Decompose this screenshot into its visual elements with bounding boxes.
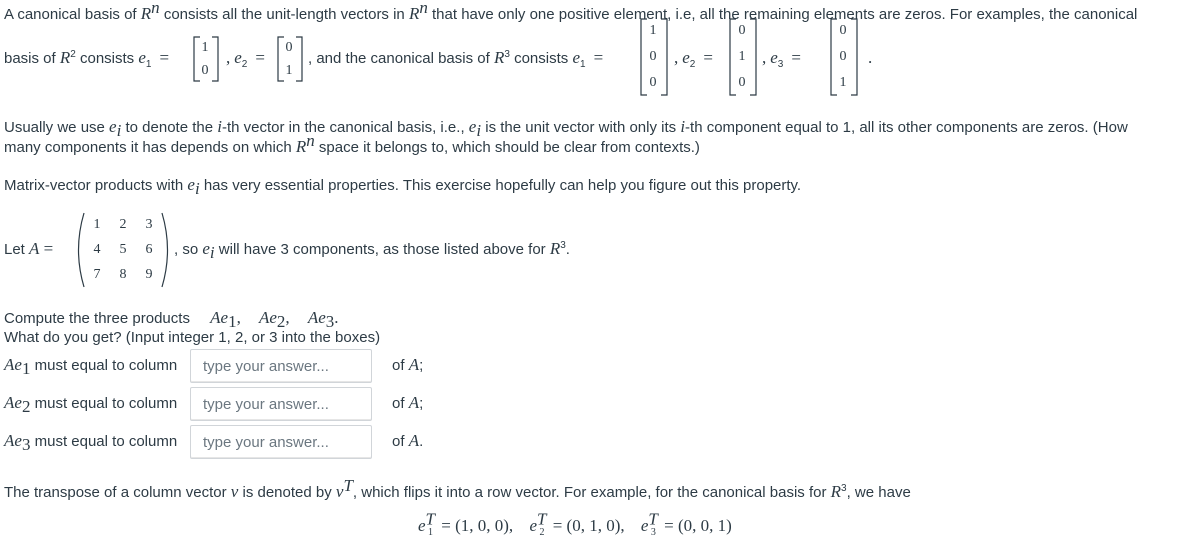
math-sub: 1	[580, 59, 586, 70]
math-R: R	[549, 239, 561, 258]
vector-entry: 1	[285, 62, 293, 78]
usage-text-c: -th vector in the canonical basis, i.e.,	[221, 119, 469, 136]
math-sub: 3	[21, 435, 31, 454]
math-T: T	[425, 509, 436, 529]
vector-entry: 0	[839, 49, 847, 64]
answer-row-3-label	[4, 431, 178, 454]
consists-text: consists	[509, 50, 573, 67]
math-Ae: Ae	[307, 308, 326, 327]
math-n: n	[306, 131, 315, 150]
answer-row-1-tail	[392, 355, 423, 375]
usage-text-g: space it belongs to, which should be clear from contexts.)	[314, 139, 700, 156]
math-e: e	[572, 48, 580, 67]
math-sub: 2	[21, 397, 31, 416]
math-A: A	[408, 355, 420, 374]
answer-row-1-label	[4, 355, 178, 378]
math-n: n	[151, 0, 160, 17]
math-e: e	[682, 48, 690, 67]
math-sub: 2	[241, 59, 248, 70]
intro-text-a: A canonical basis of	[4, 6, 141, 23]
math-e: e	[770, 48, 778, 67]
of-text: of	[392, 433, 409, 450]
math-sub: 1	[145, 59, 152, 70]
math-e: e	[138, 48, 146, 67]
math-eq: =	[159, 48, 170, 67]
usage-line-1	[4, 117, 1128, 140]
punct: ;	[419, 357, 424, 374]
intro-text-b: consists all the unit-length vectors in	[159, 6, 409, 23]
math-eq: =	[255, 48, 265, 67]
let-text: Let	[4, 241, 30, 258]
transpose-e2-value: = (0, 1, 0),	[552, 516, 625, 535]
answer-input-1[interactable]	[190, 349, 372, 383]
compute-text: Compute the three products	[4, 310, 190, 327]
matrix-cell: 9	[145, 267, 153, 283]
math-Ae: Ae	[4, 355, 22, 374]
intro-line-1	[4, 0, 1138, 24]
math-e: e	[418, 516, 426, 535]
math-T: T	[343, 476, 353, 495]
math-3: 3	[841, 483, 847, 494]
transpose-text-c: , which flips it into a row vector. For example, for the canonical basis for	[352, 484, 831, 501]
vector-entry: 0	[738, 23, 746, 38]
math-Ae: Ae	[4, 393, 22, 412]
math-A: A	[408, 431, 420, 450]
matrix-cell: 4	[93, 241, 101, 257]
math-Ae: Ae	[4, 431, 22, 450]
bracket-right	[294, 36, 304, 82]
math-sub: 2	[276, 312, 286, 331]
transpose-examples	[418, 509, 732, 539]
matrix-cell: 2	[119, 216, 127, 232]
math-sub: 1	[428, 527, 434, 539]
matrix-cell: 1	[93, 216, 101, 232]
answer-input-2[interactable]	[190, 387, 372, 421]
math-e: e	[468, 117, 477, 136]
matrix-cell: 6	[145, 241, 153, 257]
basis-r3-text	[308, 48, 603, 68]
math-eq: =	[39, 239, 54, 258]
math-i: i	[116, 121, 122, 140]
components-text: will have 3 components, as those listed above for	[214, 241, 550, 258]
vector-entry: 1	[649, 23, 657, 38]
transpose-text-b: is denoted by	[238, 484, 336, 501]
basis-r2-text	[4, 48, 169, 68]
math-3: 3	[504, 49, 510, 60]
matrix-cell: 7	[93, 267, 101, 283]
math-sub: 3	[325, 312, 335, 331]
must-equal-text: must equal to column	[30, 395, 178, 412]
basis-of-text: basis of	[4, 50, 60, 67]
answer-row-3-tail	[392, 431, 423, 451]
matrix-cell: 3	[145, 216, 153, 232]
transpose-e1-value: = (1, 0, 0),	[441, 516, 514, 535]
vector-entry: 0	[839, 23, 847, 38]
math-eq: =	[791, 48, 801, 67]
bracket-right	[748, 18, 758, 96]
usage-text-b: to denote the	[121, 119, 218, 136]
math-e: e	[529, 516, 537, 535]
comma: ,	[762, 48, 767, 67]
math-T: T	[648, 509, 658, 529]
usage-text-e: -th component equal to 1, all its other components are zeros. (How	[685, 119, 1128, 136]
so-text: , so	[174, 241, 203, 258]
period: .	[868, 48, 873, 67]
math-R: R	[493, 48, 505, 67]
math-i: i	[680, 117, 686, 136]
vector-entry: 0	[201, 62, 209, 78]
math-R: R	[830, 482, 842, 501]
of-text: of	[392, 357, 409, 374]
usage-text-f: many components it has depends on which	[4, 139, 296, 156]
math-R: R	[295, 137, 307, 156]
math-i: i	[476, 121, 482, 140]
math-R: R	[408, 4, 420, 23]
let-a-label	[4, 239, 53, 259]
intro-text-c: that have only one positive element, i.e, all the remaining elements are zeros. For examples, the canonical	[427, 6, 1138, 23]
transpose-text-a: The transpose of a column vector	[4, 484, 231, 501]
math-A: A	[29, 239, 40, 258]
math-A: A	[408, 393, 420, 412]
matrix-after-text	[174, 239, 570, 262]
answer-input-3[interactable]	[190, 425, 372, 459]
math-R: R	[140, 4, 152, 23]
usage-text-a: Usually we use	[4, 119, 110, 136]
answer-row-2-label	[4, 393, 178, 416]
punct: ;	[419, 395, 424, 412]
math-i: i	[217, 117, 222, 136]
transpose-line	[4, 476, 911, 502]
must-equal-text: must equal to column	[30, 357, 178, 374]
matrix-cell: 8	[119, 267, 127, 283]
math-2: 2	[70, 49, 76, 60]
math-Ae: Ae	[258, 308, 277, 327]
usage-text-d: is the unit vector with only its	[481, 119, 681, 136]
r2-e2-label	[226, 48, 265, 68]
math-e: e	[109, 117, 117, 136]
math-sub: 2	[539, 527, 545, 539]
matrix-a-grid	[84, 212, 162, 288]
vector-entry: 0	[649, 75, 657, 90]
vector-entry: 0	[738, 75, 746, 90]
punct: .	[419, 433, 424, 450]
of-text: of	[392, 395, 409, 412]
math-R: R	[59, 48, 71, 67]
transpose-text-d: , we have	[846, 484, 911, 501]
compute-line: Compute the three products $Ae_1$, $Ae_2$, $Ae_3$.	[4, 308, 339, 331]
matrix-cell: 5	[119, 241, 127, 257]
math-e: e	[234, 48, 242, 67]
math-sub: 1	[21, 359, 31, 378]
math-e: e	[202, 239, 210, 258]
math-Ae: Ae	[210, 308, 229, 327]
math-sub: 3	[650, 527, 656, 539]
math-sub: 2	[689, 59, 696, 70]
comma: ,	[674, 48, 679, 67]
math-n: n	[419, 0, 428, 17]
vector-entry: 0	[285, 39, 293, 55]
transpose-e3-value: = (0, 0, 1)	[664, 516, 732, 535]
math-v: v	[230, 482, 239, 501]
bracket-right	[849, 18, 859, 96]
period: .	[565, 241, 570, 258]
vector-entry: 1	[738, 49, 746, 64]
paren-right	[160, 212, 174, 288]
math-e: e	[187, 175, 195, 194]
vector-entry: 1	[201, 39, 209, 55]
bracket-right	[210, 36, 220, 82]
math-i: i	[194, 179, 200, 198]
vector-entry: 0	[649, 49, 657, 64]
vector-entry: 1	[839, 75, 847, 90]
consists-text: consists	[75, 50, 139, 67]
r3-e2-label	[674, 48, 713, 68]
property-text-a: Matrix-vector products with	[4, 177, 188, 194]
must-equal-text: must equal to column	[30, 433, 178, 450]
math-e: e	[640, 516, 649, 535]
math-sub: 3	[777, 59, 784, 70]
math-sub: 1	[228, 312, 237, 331]
math-eq: =	[703, 48, 713, 67]
r3-e3-label	[762, 48, 801, 68]
bracket-right	[659, 18, 669, 96]
answer-row-2-tail	[392, 393, 423, 413]
property-text-b: has very essential properties. This exercise hopefully can help you figure out this property.	[199, 177, 802, 194]
usage-line-2	[4, 131, 700, 157]
math-T: T	[536, 509, 547, 529]
math-eq: =	[593, 48, 604, 67]
math-v: v	[335, 482, 344, 501]
property-line	[4, 175, 802, 198]
comma: ,	[226, 48, 231, 67]
and-text: , and the canonical basis of	[308, 50, 494, 67]
math-3: 3	[560, 240, 566, 251]
instruction-text: What do you get? (Input integer 1, 2, or 3 into the boxes)	[4, 329, 381, 346]
math-i: i	[209, 243, 215, 262]
